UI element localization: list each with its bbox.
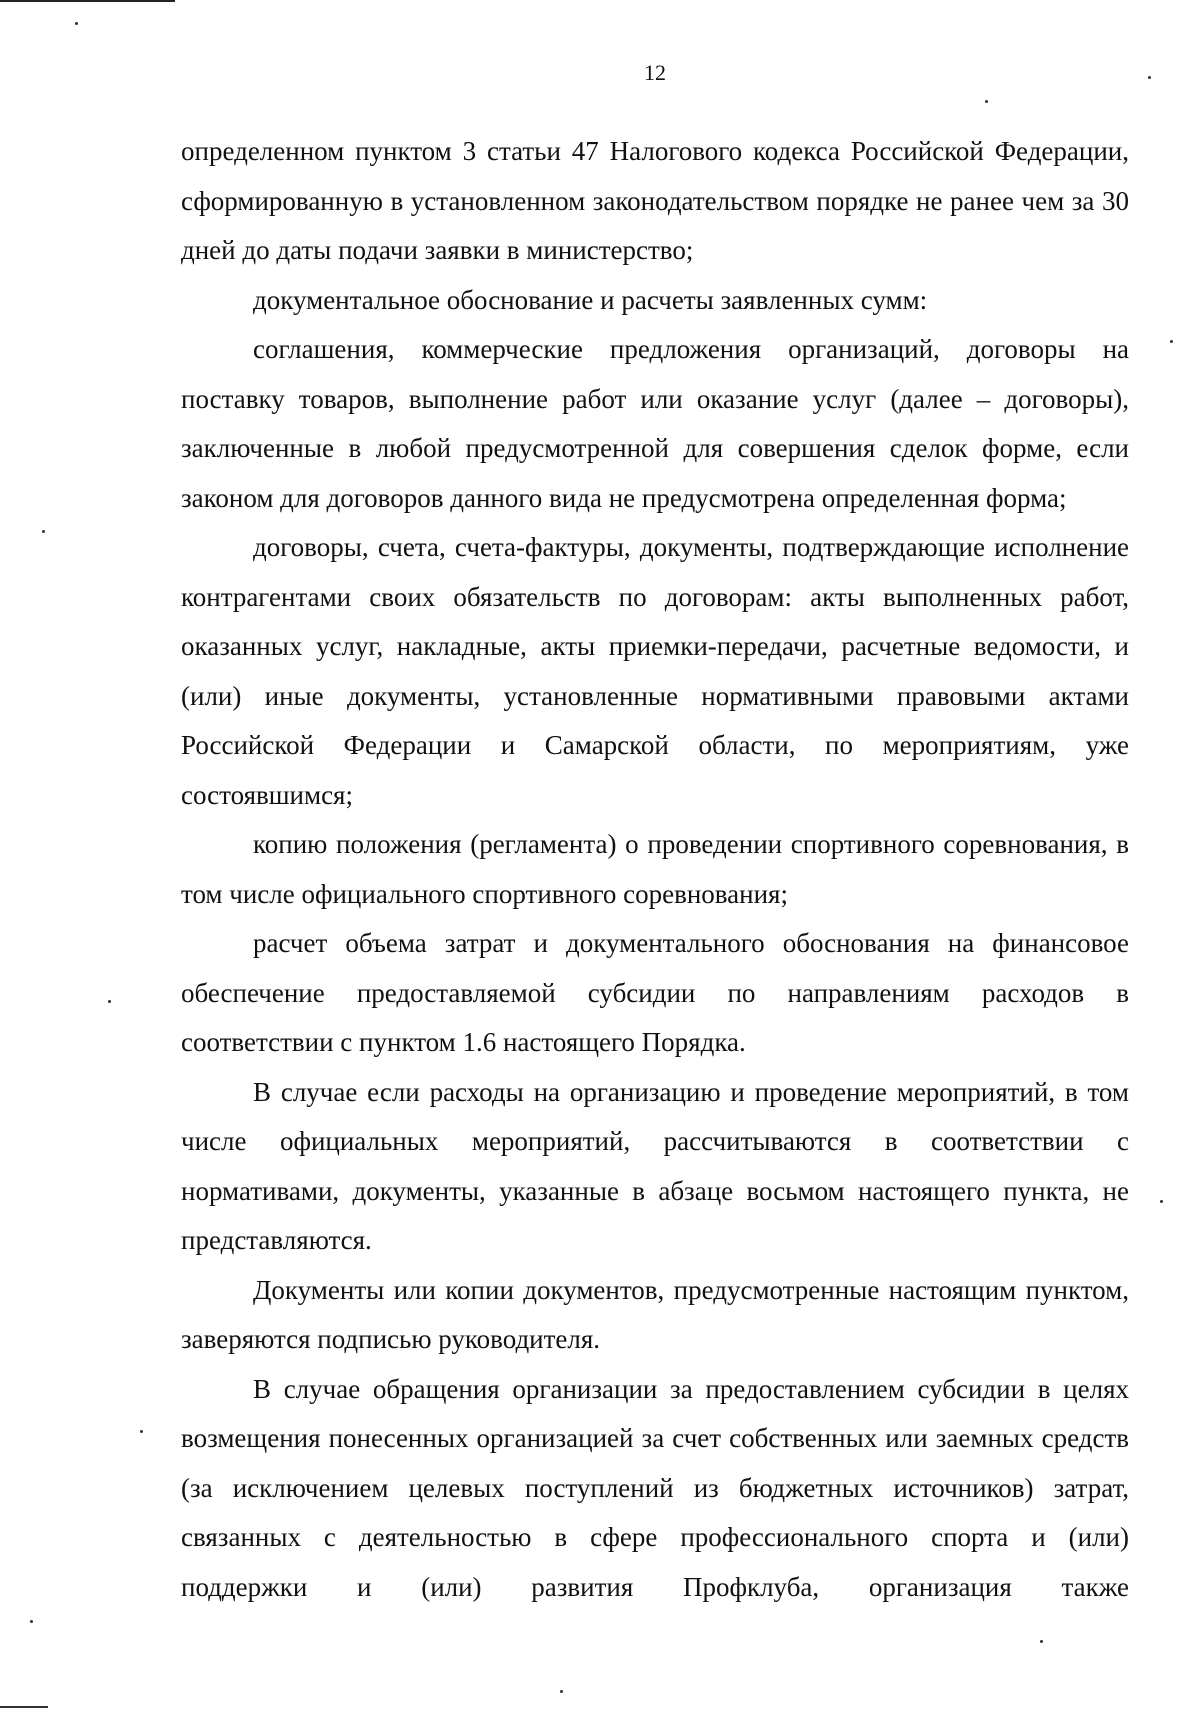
paragraph: В случае если расходы на организацию и проведение мероприятий, в том числе официальных мероприятий, рассчитываются в соответствии с нормативами, документы, указанные в абзаце восьмом настоящего пункта, не представляются. [181,1076,1129,1255]
scan-speck [1040,1640,1043,1643]
paragraph: расчет объема затрат и документального обоснования на финансовое обеспечение предоставляемой субсидии по направлениям расходов в соответствии с пунктом 1.6 настоящего Порядка. [181,928,1129,1057]
scan-speck [985,100,988,103]
scan-artifact-line [0,0,175,2]
scan-speck [140,1430,143,1433]
scan-speck [30,1620,33,1623]
paragraph: соглашения, коммерческие предложения организаций, договоры на поставку товаров, выполнение работ или оказание услуг (далее – договоры), заключенные в любой предусмотренной для совершения сделок форме, если законом для договоров данного вида не предусмотрена определенная форма; [181,334,1129,513]
scan-speck [75,22,78,25]
scan-speck [108,1000,111,1003]
page-number: 12 [644,60,666,85]
scan-speck [1160,1200,1163,1203]
body-text [181,127,1129,1612]
scan-speck [42,530,45,533]
scan-speck [1170,340,1173,343]
paragraph: договоры, счета, счета-фактуры, документы, подтверждающие исполнение контрагентами своих обязательств по договорам: акты выполненных работ, оказанных услуг, накладные, акты приемки-передачи, расчетные ведомости, и (или) иные документы, установленные нормативными правовыми актами Российской Федерации и Самарской области, по мероприятиям, уже состоявшимся; [181,532,1129,810]
scan-artifact-line [0,1706,48,1708]
paragraph: копию положения (регламента) о проведении спортивного соревнования, в том числе официального спортивного соревнования; [181,829,1129,909]
paragraph: В случае обращения организации за предоставлением субсидии в целях возмещения понесенных организацией за счет собственных или заемных средств (за исключением целевых поступлений из бюджетных источников) затрат, связанных с деятельностью в сфере профессионального спорта и (или) поддержки и (или) развития Профклуба, организация также [181,1373,1129,1602]
scan-speck [560,1690,563,1693]
paragraph: документальное обоснование и расчеты заявленных сумм: [253,284,928,315]
paragraph: определенном пунктом 3 статьи 47 Налогового кодекса Российской Федерации, сформированную в установленном законодательством порядке не ранее чем за 30 дней до даты подачи заявки в министерство; [181,136,1129,265]
paragraph: Документы или копии документов, предусмотренные настоящим пунктом, заверяются подписью руководителя. [181,1274,1129,1354]
